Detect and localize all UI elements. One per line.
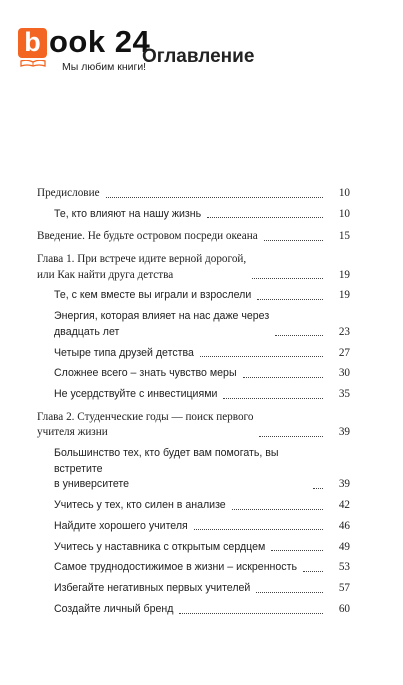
toc-leader-dots [179, 613, 323, 614]
toc-entry-title [54, 602, 173, 618]
toc-chapter-entry[interactable] [37, 252, 350, 283]
toc-entry-title-line: Не усердствуйте с инвестициями [54, 388, 218, 401]
toc-leader-dots [256, 592, 323, 593]
toc-page-number: 39 [338, 478, 350, 491]
toc-leader-dots [232, 509, 323, 510]
toc-page-number: 30 [338, 367, 350, 380]
logo-letter-badge: b [18, 28, 47, 58]
toc-page-number: 19 [338, 268, 350, 281]
toc-page-number: 27 [338, 346, 350, 359]
toc-page-number: 10 [338, 187, 350, 199]
toc-section-entry[interactable] [37, 288, 350, 304]
toc-leader-dots [303, 571, 323, 572]
toc-page-number: 35 [338, 388, 350, 401]
toc-entry-title-line: Учитесь у тех, кто силен в анализе [54, 499, 226, 511]
toc-entry-title [37, 186, 100, 202]
toc-leader-dots [252, 278, 323, 279]
toc-section-entry[interactable] [37, 366, 350, 382]
toc-entry-title [54, 519, 188, 535]
toc-page-number: 15 [338, 230, 350, 243]
toc-section-entry[interactable] [37, 498, 350, 514]
toc-entry-title-line: Самое труднодостижимое в жизни – искренность [54, 561, 297, 574]
toc-page-number: 42 [338, 499, 350, 511]
toc-section-entry[interactable] [37, 540, 350, 556]
toc-entry-title-line: Большинство тех, кто будет вам помогать, вы встретите [54, 447, 279, 475]
toc-section-entry[interactable] [37, 519, 350, 535]
toc-entry-title-line: Четыре типа друзей детства [54, 346, 194, 359]
toc-page-number: 19 [338, 289, 350, 302]
toc-leader-dots [243, 377, 323, 378]
toc-entry-title [54, 387, 217, 403]
toc-section-entry[interactable] [37, 602, 350, 618]
toc-leader-dots [194, 529, 323, 530]
toc-leader-dots [257, 299, 323, 300]
toc-entry-title-line: Избегайте негативных первых учителей [54, 582, 251, 595]
toc-leader-dots [313, 488, 323, 489]
toc-entry-title [54, 207, 201, 223]
toc-entry-title-line: Те, с кем вместе вы играли и взрослели [54, 289, 252, 302]
toc-page-number: 46 [338, 519, 350, 532]
toc-entry-title [54, 560, 297, 576]
toc-entry-title-line: Те, кто влияют на нашу жизнь [54, 207, 202, 220]
toc-entry-title-line: Энергия, которая влияет на нас даже через [54, 310, 270, 323]
toc-chapter-entry[interactable] [37, 410, 350, 441]
toc-entry-title-line: Создайте личный бренд [54, 602, 174, 615]
toc-page-number: 49 [338, 540, 350, 553]
toc-entry-title-line: Найдите хорошего учителя [54, 519, 188, 532]
toc-entry-title-line: Сложнее всего – знать чувство меры [54, 367, 237, 380]
toc-leader-dots [259, 436, 323, 437]
toc-entry-title-line: Учитесь у наставника с открытым сердцем [54, 540, 266, 553]
toc-entry-title [37, 410, 253, 441]
toc-entry-title-line: двадцать лет [54, 325, 120, 338]
toc-leader-dots [271, 550, 323, 551]
toc-entry-title [54, 540, 265, 556]
toc-section-entry[interactable] [37, 207, 350, 223]
toc-leader-dots [264, 240, 323, 241]
toc-section-entry[interactable] [37, 446, 350, 493]
toc-entry-title-line: Глава 2. Студенческие годы — поиск первого [37, 410, 254, 423]
toc-leader-dots [275, 335, 323, 336]
toc-chapter-entry[interactable] [37, 229, 350, 245]
table-of-contents [37, 186, 350, 623]
toc-entry-title-line: учителя жизни [37, 426, 108, 439]
toc-page-number: 53 [338, 561, 350, 574]
toc-entry-title [54, 446, 307, 493]
open-book-icon [20, 60, 46, 67]
toc-leader-dots [207, 217, 323, 218]
toc-section-entry[interactable] [37, 387, 350, 403]
toc-entry-title [54, 346, 194, 362]
toc-entry-title-line: Введение. Не будьте островом посреди океана [37, 230, 258, 243]
toc-entry-title-line: Предисловие [37, 187, 100, 199]
toc-entry-title [54, 309, 269, 340]
toc-page-number: 39 [338, 426, 350, 439]
toc-section-entry[interactable] [37, 581, 350, 597]
logo-tagline: Мы любим книги! [62, 61, 147, 73]
toc-entry-title [54, 288, 251, 304]
toc-entry-title-line: или Как найти друга детства [37, 268, 174, 281]
toc-section-entry[interactable] [37, 560, 350, 576]
toc-entry-title [54, 366, 237, 382]
toc-page-number: 57 [338, 582, 350, 595]
toc-page-number: 60 [338, 602, 350, 615]
toc-entry-title [37, 252, 246, 283]
toc-leader-dots [200, 356, 323, 357]
toc-section-entry[interactable] [37, 346, 350, 362]
toc-chapter-entry[interactable] [37, 186, 350, 202]
toc-leader-dots [223, 398, 323, 399]
toc-page-number: 10 [338, 207, 350, 220]
toc-entry-title-line: в университете [54, 478, 130, 491]
toc-section-entry[interactable] [37, 309, 350, 340]
toc-entry-title [54, 581, 250, 597]
header [0, 0, 403, 90]
page-title: Оглавление [142, 46, 255, 67]
book24-logo[interactable] [18, 24, 151, 76]
toc-entry-title-line: Глава 1. При встрече идите верной дорогой, [37, 252, 247, 265]
toc-leader-dots [106, 197, 323, 198]
logo-wordmark: ook 24 [49, 24, 151, 59]
toc-page-number: 23 [338, 325, 350, 338]
toc-entry-title [37, 229, 258, 245]
toc-entry-title [54, 498, 226, 514]
